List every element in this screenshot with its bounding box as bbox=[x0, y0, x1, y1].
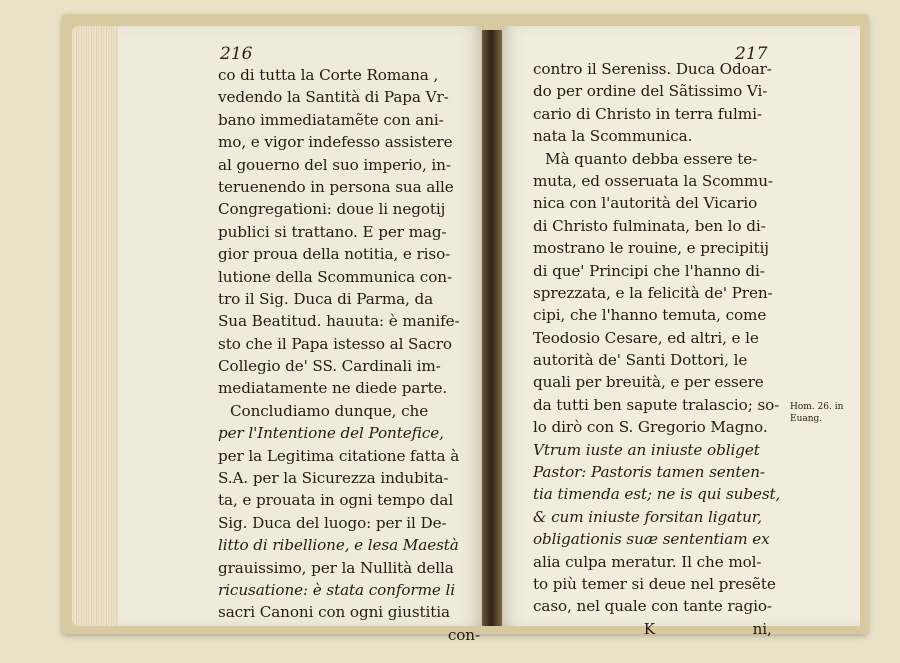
book-gutter bbox=[482, 30, 502, 626]
text-line: mediatamente ne diede parte. bbox=[218, 379, 448, 398]
text-line: lutione della Scommunica con- bbox=[218, 267, 452, 286]
text-line: di Christo fulminata, ben lo di- bbox=[533, 216, 766, 235]
signature-line bbox=[533, 618, 773, 640]
text-line: quali per breuità, e per essere bbox=[533, 373, 764, 392]
text-line: vedendo la Santità di Papa Vr- bbox=[218, 88, 449, 107]
right-page-number: 217 bbox=[735, 44, 768, 64]
text-line: Vtrum iuste an iniuste obliget bbox=[533, 440, 760, 459]
text-line: do per ordine del Sãtissimo Vi- bbox=[533, 82, 768, 101]
signature-mark: K bbox=[643, 619, 655, 638]
text-line: ricusatione: è stata conforme li bbox=[218, 580, 456, 599]
text-line: mo, e vigor indefesso assistere bbox=[218, 133, 453, 152]
text-line: sacri Canoni con ogni giustitia bbox=[218, 603, 450, 622]
catchword: con- bbox=[447, 625, 480, 644]
text-line: to più temer si deue nel presẽte bbox=[533, 574, 776, 593]
text-line: di que' Principi che l'hanno di- bbox=[533, 261, 765, 280]
text-line: nata la Scommunica. bbox=[533, 127, 693, 146]
text-line: grauissimo, per la Nullità della bbox=[218, 558, 454, 577]
text-line: Concludiamo dunque, che bbox=[230, 401, 429, 420]
text-line: cario di Christo in terra fulmi- bbox=[533, 104, 762, 123]
text-line: teruenendo in persona sua alle bbox=[218, 177, 454, 196]
text-line: mostrano le rouine, e precipitij bbox=[533, 239, 769, 258]
text-line: sto che il Papa istesso al Sacro bbox=[218, 334, 452, 353]
text-line: ta, e prouata in ogni tempo dal bbox=[218, 491, 454, 510]
text-line: Sig. Duca del luogo: per il De- bbox=[218, 513, 447, 532]
text-line: Mà quanto debba essere te- bbox=[545, 149, 758, 168]
text-line: co di tutta la Corte Romana , bbox=[218, 66, 439, 84]
text-line: autorità de' Santi Dottori, le bbox=[533, 351, 748, 370]
text-line: al gouerno del suo imperio, in- bbox=[218, 155, 451, 174]
text-line: Sua Beatitud. hauuta: è manife- bbox=[218, 312, 460, 331]
margin-note bbox=[790, 401, 843, 425]
text-line: publici si trattano. E per mag- bbox=[218, 222, 447, 241]
text-line: sprezzata, e la felicità de' Pren- bbox=[533, 283, 773, 302]
text-line: Collegio de' SS. Cardinali im- bbox=[218, 357, 441, 376]
margin-note-line: Euang. bbox=[790, 414, 823, 424]
text-line: S.A. per la Sicurezza indubita- bbox=[218, 469, 449, 488]
text-line: caso, nel quale con tante ragio- bbox=[533, 597, 772, 616]
text-line: per l'Intentione del Pontefice, bbox=[218, 424, 444, 443]
text-line: Congregationi: doue li negotij bbox=[218, 200, 446, 219]
text-line: litto di ribellione, e lesa Maestà bbox=[218, 536, 459, 555]
text-line: da tutti ben sapute tralascio; so- bbox=[533, 395, 780, 414]
text-line: & cum iniuste forsitan ligatur, bbox=[533, 507, 762, 526]
text-line: cipi, che l'hanno temuta, come bbox=[533, 306, 767, 325]
text-line: tia timenda est; ne is qui subest, bbox=[533, 485, 781, 504]
left-page-text bbox=[218, 64, 480, 646]
text-line: muta, ed osseruata la Scommu- bbox=[533, 171, 773, 190]
text-line: contro il Sereniss. Duca Odoar- bbox=[533, 60, 772, 78]
text-line: obligationis suæ sententiam ex bbox=[533, 530, 770, 549]
text-line: lo dirò con S. Gregorio Magno. bbox=[533, 418, 768, 437]
text-line: gior proua della notitia, e riso- bbox=[218, 245, 451, 264]
text-line: Pastor: Pastoris tamen senten- bbox=[533, 463, 765, 482]
text-line: alia culpa meratur. Il che mol- bbox=[533, 552, 762, 571]
text-line: tro il Sig. Duca di Parma, da bbox=[218, 289, 434, 308]
text-line: nica con l'autorità del Vicario bbox=[533, 194, 758, 213]
margin-note-line: Hom. 26. in bbox=[790, 402, 844, 412]
left-page-number: 216 bbox=[220, 44, 253, 64]
catchword: ni, bbox=[752, 619, 772, 638]
text-line: Teodosio Cesare, ed altri, e le bbox=[533, 328, 759, 347]
right-page-text bbox=[533, 58, 781, 640]
text-line: bano immediatamẽte con ani- bbox=[218, 110, 444, 129]
text-line: per la Legitima citatione fatta à bbox=[218, 446, 460, 465]
